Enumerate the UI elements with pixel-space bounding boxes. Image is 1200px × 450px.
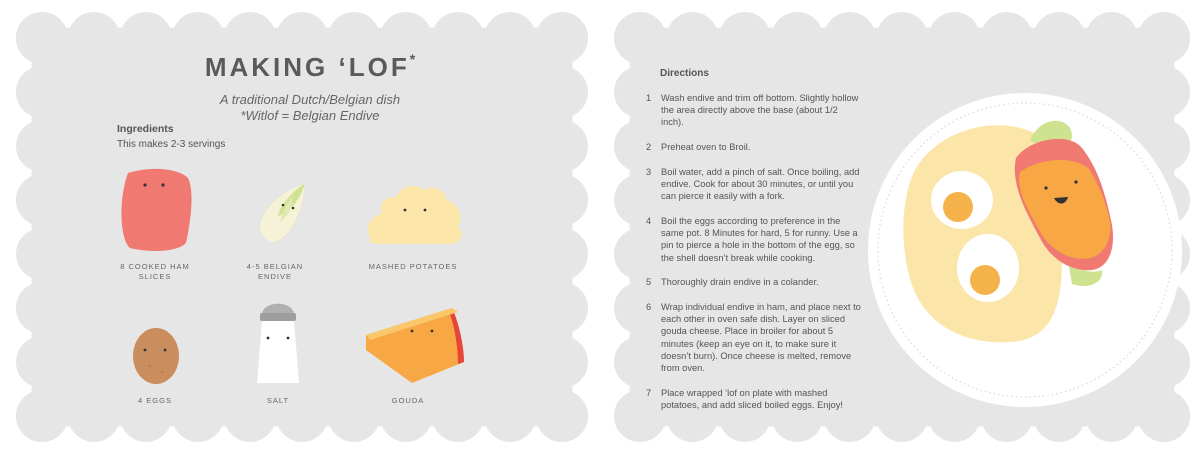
direction-step: 7 Place wrapped ‘lof on plate with mashed potatoes, and add sliced boiled eggs. Enjoy! xyxy=(646,387,843,410)
ingredient-label-endive: 4-5 BELGIAN ENDIVE xyxy=(246,262,304,281)
ingredients-heading: Ingredients xyxy=(117,123,174,135)
ingredient-label-salt: SALT xyxy=(266,396,290,405)
direction-step: 2 Preheat oven to Broil. xyxy=(646,142,751,153)
direction-step: 3 Boil water, add a pinch of salt. Once boiling, add endive. Cook for about 30 minutes, or until you can pierce it easily with a fork. xyxy=(646,166,860,202)
servings-note: This makes 2-3 servings xyxy=(117,139,226,150)
ingredient-label-ham: 8 COOKED HAM SLICES xyxy=(120,262,190,281)
boiled-egg-slice-top xyxy=(931,171,993,229)
subtitle-line-2: *Witlof = Belgian Endive xyxy=(240,108,380,123)
directions-list xyxy=(646,92,861,424)
page-title: MAKING ‘LOF* xyxy=(204,51,416,82)
subtitle-line-1: A traditional Dutch/Belgian dish xyxy=(219,92,401,107)
boiled-egg-slice-bottom xyxy=(957,234,1019,302)
page-subtitle xyxy=(120,92,500,124)
salt-shaker-icon xyxy=(257,304,299,383)
directions-heading: Directions xyxy=(660,68,709,79)
direction-step: 6 Wrap individual endive in ham, and place next to each other in oven safe dish. Layer on sliced gouda cheese. Place in broiler for about 5 minutes (keep an eye on it, to make sure it doesn’t burn). Once cheese is melted, remove from oven. xyxy=(646,301,861,373)
direction-step: 4 Boil the eggs according to preference in the same pot. 8 Minutes for hard, 5 for runny. Use a pin to pierce a hole in the bottom of the egg, so the shell doesn’t break while cooking. xyxy=(646,215,858,263)
plate-illustration xyxy=(868,93,1182,407)
egg-icon xyxy=(133,328,179,384)
ingredient-label-gouda: GOUDA xyxy=(391,396,425,405)
ingredient-label-eggs: 4 EGGS xyxy=(138,396,172,405)
direction-step: 1 Wash endive and trim off bottom. Slightly hollow the area directly above the base (about 1/2 inch). xyxy=(646,93,859,128)
direction-step: 5 Thoroughly drain endive in a colander. xyxy=(646,277,819,288)
ingredient-label-mashed-potatoes: MASHED POTATOES xyxy=(368,262,458,271)
ham-icon xyxy=(121,169,191,251)
